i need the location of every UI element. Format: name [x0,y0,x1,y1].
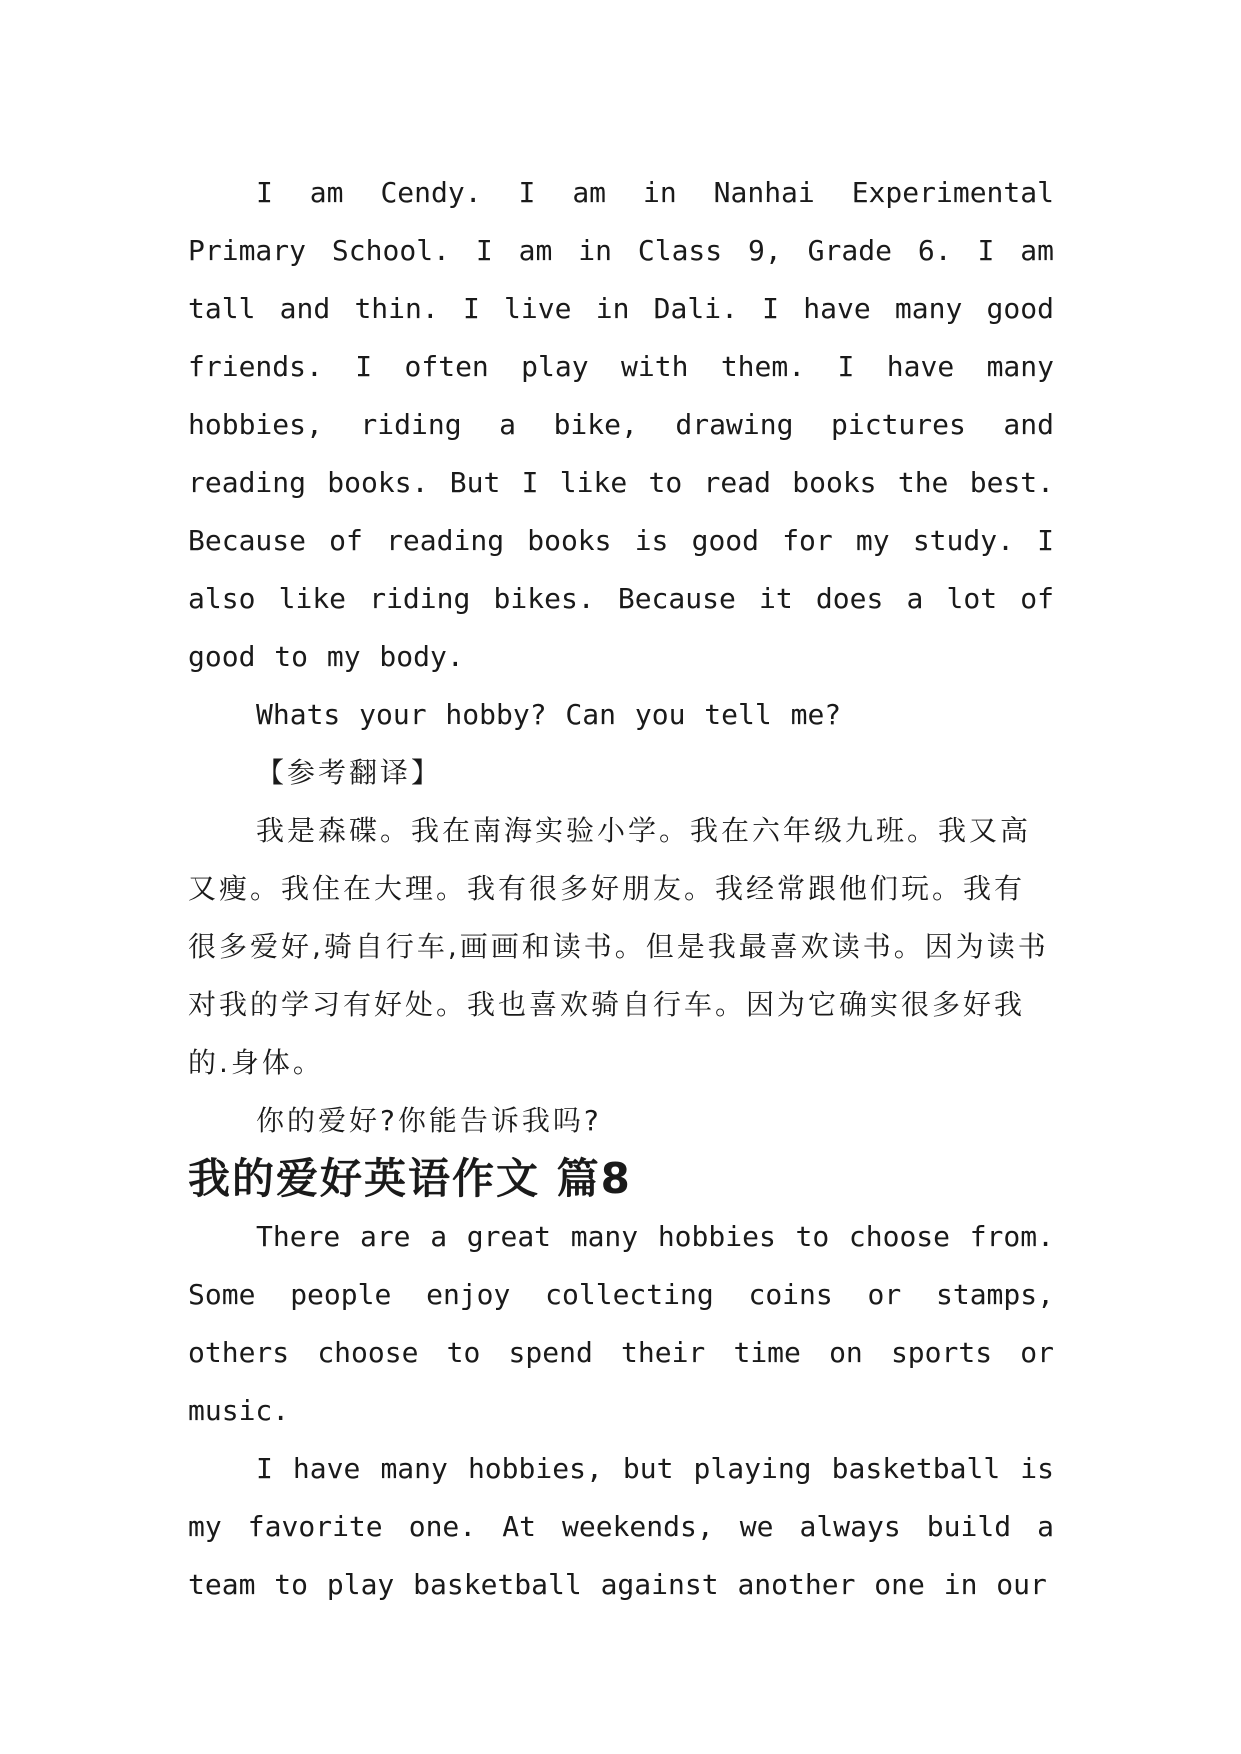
paragraph-intro: I am Cendy. I am in Nanhai Experimental Primary School. I am in Class 9, Grade 6. I am tall and thin. I live in Dali. I have many good friends. I often play with them. I have many hobbies, riding a bike, drawing pictures and reading books. But I like to read books the best. Because of reading books is good for my study. I also like riding bikes. Because it does a lot of good to my body. [188,176,1054,673]
paragraph-translation: 我是森碟。我在南海实验小学。我在六年级九班。我又高又瘦。我住在大理。我有很多好朋友。我经常跟他们玩。我有很多爱好,骑自行车,画画和读书。但是我最喜欢读书。因为读书对我的学习有好处。我也喜欢骑自行车。因为它确实很多好我的.身体。 [188,814,1049,1079]
translation-label: 【参考翻译】 [256,756,443,789]
paragraph-basketball: I have many hobbies, but playing basketball is my favorite one. At weekends, we always build a team to play basketball against another one in our [188,1452,1054,1601]
document-body [188,164,1054,1614]
paragraph-hobbies-intro: There are a great many hobbies to choose from. Some people enjoy collecting coins or stamps, others choose to spend their time on sports or music. [188,1220,1054,1427]
paragraph-translation-question: 你的爱好?你能告诉我吗? [256,1104,602,1137]
section-heading: 我的爱好英语作文 篇8 [188,1154,632,1203]
paragraph-question: Whats your hobby? Can you tell me? [256,698,842,731]
